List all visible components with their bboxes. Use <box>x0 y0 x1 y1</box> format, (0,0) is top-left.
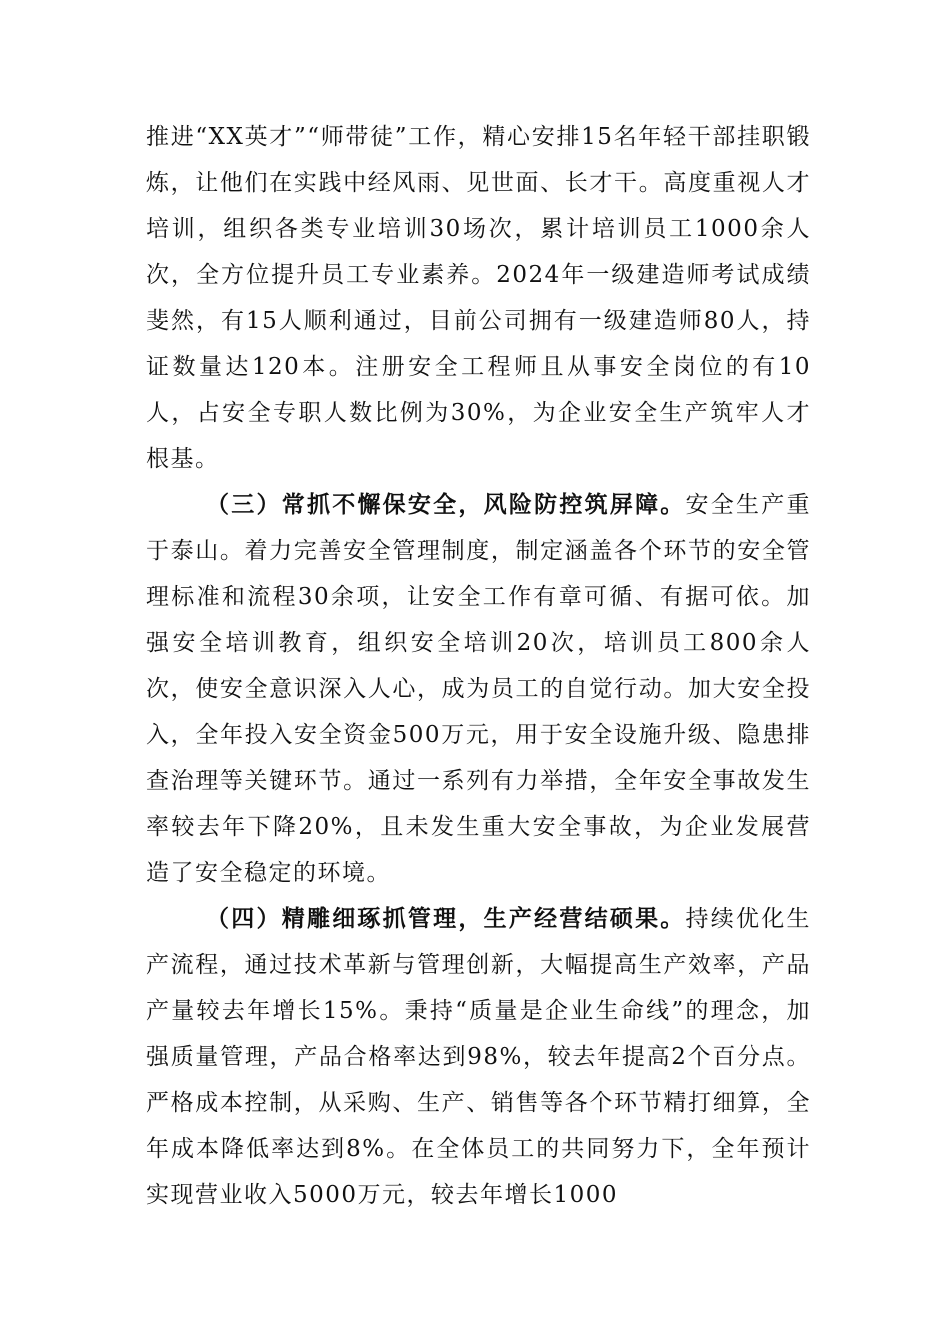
document-body <box>146 114 811 1218</box>
paragraph-safety <box>146 482 811 896</box>
section-heading-safety: （三）常抓不懈保安全，风险防控筑屏障。 <box>206 491 686 518</box>
section-heading-management: （四）精雕细琢抓管理，生产经营结硕果。 <box>206 905 686 932</box>
paragraph-management <box>146 896 811 1218</box>
paragraph-safety-text: 安全生产重于泰山。着力完善安全管理制度，制定涵盖各个环节的安全管理标准和流程30余项，让安全工作有章可循、有据可依。加强安全培训教育，组织安全培训20次，培训员工800余人次，使安全意识深入人心，成为员工的自觉行动。加大安全投入，全年投入安全资金500万元，用于安全设施升级、隐患排查治理等关键环节。通过一系列有力举措，全年安全事故发生率较去年下降20%，且未发生重大安全事故，为企业发展营造了安全稳定的环境。 <box>146 492 812 886</box>
paragraph-talent-text: 推进“XX英才”“师带徒”工作，精心安排15名年轻干部挂职锻炼，让他们在实践中经风雨、见世面、长才干。高度重视人才培训，组织各类专业培训30场次，累计培训员工1000余人次，全方位提升员工专业素养。2024年一级建造师考试成绩斐然，有15人顺利通过，目前公司拥有一级建造师80人，持证数量达120本。注册安全工程师且从事安全岗位的有10人，占安全专职人数比例为30%，为企业安全生产筑牢人才根基。 <box>146 124 811 472</box>
paragraph-talent <box>146 114 811 482</box>
paragraph-management-text: 持续优化生产流程，通过技术革新与管理创新，大幅提高生产效率，产品产量较去年增长15%。秉持“质量是企业生命线”的理念，加强质量管理，产品合格率达到98%，较去年提高2个百分点。严格成本控制，从采购、生产、销售等各个环节精打细算，全年成本降低率达到8%。在全体员工的共同努力下，全年预计实现营业收入5000万元，较去年增长1000 <box>146 906 812 1208</box>
